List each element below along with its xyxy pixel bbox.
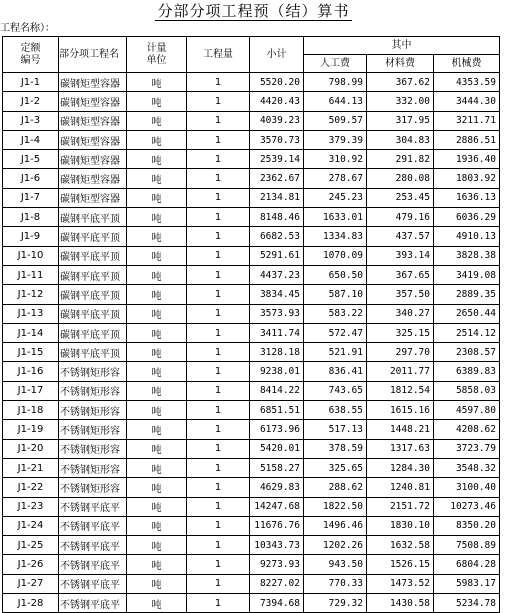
labor-cell: 1070.09: [304, 246, 367, 265]
material-cell: 1830.10: [367, 516, 434, 535]
unit-cell: 吨: [127, 594, 187, 613]
material-cell: 317.95: [367, 111, 434, 130]
unit-cell: 吨: [127, 130, 187, 149]
material-cell: 1317.63: [367, 439, 434, 458]
labor-cell: 310.92: [304, 150, 367, 169]
labor-cell: 743.65: [304, 381, 367, 400]
qty-cell: 1: [187, 362, 250, 381]
material-cell: 325.15: [367, 323, 434, 342]
table-row: [3, 304, 500, 323]
labor-cell: 325.65: [304, 458, 367, 477]
name-cell: 碳钢平底平顶: [59, 304, 127, 323]
name-cell: 不锈钢矩形容: [59, 458, 127, 477]
machine-cell: 4353.59: [434, 73, 500, 92]
table-row: [3, 555, 500, 574]
name-cell: 不锈钢平底平: [59, 594, 127, 613]
subtotal-cell: 3411.74: [250, 323, 304, 342]
table-row: [3, 150, 500, 169]
labor-cell: 245.23: [304, 188, 367, 207]
labor-cell: 1822.50: [304, 497, 367, 516]
code-cell: J1-18: [3, 401, 59, 420]
subtotal-cell: 6851.51: [250, 401, 304, 420]
table-row: [3, 73, 500, 92]
unit-cell: 吨: [127, 478, 187, 497]
table-row: [3, 111, 500, 130]
qty-cell: 1: [187, 227, 250, 246]
code-cell: J1-13: [3, 304, 59, 323]
code-cell: J1-17: [3, 381, 59, 400]
unit-cell: 吨: [127, 285, 187, 304]
unit-cell: 吨: [127, 362, 187, 381]
machine-cell: 5234.78: [434, 594, 500, 613]
unit-cell: 吨: [127, 169, 187, 188]
header-name: 部分项工程名: [59, 37, 127, 73]
subtotal-cell: 7394.68: [250, 594, 304, 613]
name-cell: 不锈钢矩形容: [59, 401, 127, 420]
machine-cell: 3444.30: [434, 92, 500, 111]
code-cell: J1-1: [3, 73, 59, 92]
qty-cell: 1: [187, 304, 250, 323]
name-cell: 不锈钢平底平: [59, 536, 127, 555]
subtotal-cell: 5420.01: [250, 439, 304, 458]
material-cell: 367.65: [367, 265, 434, 284]
unit-cell: 吨: [127, 381, 187, 400]
code-cell: J1-7: [3, 188, 59, 207]
labor-cell: 288.62: [304, 478, 367, 497]
labor-cell: 1496.46: [304, 516, 367, 535]
qty-cell: 1: [187, 188, 250, 207]
qty-cell: 1: [187, 439, 250, 458]
qty-cell: 1: [187, 323, 250, 342]
table-row: [3, 285, 500, 304]
table-row: [3, 497, 500, 516]
code-cell: J1-24: [3, 516, 59, 535]
code-cell: J1-19: [3, 420, 59, 439]
machine-cell: 3100.40: [434, 478, 500, 497]
code-cell: J1-6: [3, 169, 59, 188]
machine-cell: 1636.13: [434, 188, 500, 207]
table-row: [3, 401, 500, 420]
machine-cell: 2650.44: [434, 304, 500, 323]
qty-cell: 1: [187, 401, 250, 420]
name-cell: 不锈钢平底平: [59, 497, 127, 516]
unit-cell: 吨: [127, 555, 187, 574]
qty-cell: 1: [187, 111, 250, 130]
subtotal-cell: 9238.01: [250, 362, 304, 381]
qty-cell: 1: [187, 343, 250, 362]
subtotal-cell: 14247.68: [250, 497, 304, 516]
material-cell: 297.70: [367, 343, 434, 362]
labor-cell: 644.13: [304, 92, 367, 111]
machine-cell: 7508.89: [434, 536, 500, 555]
header-material: 材料费: [367, 55, 434, 73]
qty-cell: 1: [187, 285, 250, 304]
header-qty: 工程量: [187, 37, 250, 73]
machine-cell: 5983.17: [434, 574, 500, 593]
material-cell: 1430.58: [367, 594, 434, 613]
material-cell: 1284.30: [367, 458, 434, 477]
table-row: [3, 208, 500, 227]
qty-cell: 1: [187, 265, 250, 284]
unit-cell: 吨: [127, 323, 187, 342]
table-header: [3, 37, 500, 73]
code-cell: J1-4: [3, 130, 59, 149]
estimate-table: [2, 36, 500, 613]
material-cell: 437.57: [367, 227, 434, 246]
name-cell: 不锈钢矩形容: [59, 381, 127, 400]
material-cell: 2011.77: [367, 362, 434, 381]
labor-cell: 517.13: [304, 420, 367, 439]
subtotal-cell: 2134.81: [250, 188, 304, 207]
machine-cell: 1936.40: [434, 150, 500, 169]
code-cell: J1-25: [3, 536, 59, 555]
machine-cell: 4910.13: [434, 227, 500, 246]
unit-cell: 吨: [127, 439, 187, 458]
qty-cell: 1: [187, 555, 250, 574]
code-cell: J1-2: [3, 92, 59, 111]
qty-cell: 1: [187, 150, 250, 169]
code-cell: J1-9: [3, 227, 59, 246]
labor-cell: 521.91: [304, 343, 367, 362]
material-cell: 1526.15: [367, 555, 434, 574]
machine-cell: 1803.92: [434, 169, 500, 188]
name-cell: 碳钢平底平顶: [59, 265, 127, 284]
unit-cell: 吨: [127, 343, 187, 362]
labor-cell: 587.10: [304, 285, 367, 304]
document-title: [0, 0, 507, 22]
machine-cell: 3548.32: [434, 458, 500, 477]
table-row: [3, 188, 500, 207]
table-row: [3, 574, 500, 593]
labor-cell: 509.57: [304, 111, 367, 130]
labor-cell: 1202.26: [304, 536, 367, 555]
name-cell: 碳钢平底平顶: [59, 323, 127, 342]
subtotal-cell: 3128.18: [250, 343, 304, 362]
unit-cell: 吨: [127, 516, 187, 535]
subtotal-cell: 4039.23: [250, 111, 304, 130]
table-row: [3, 227, 500, 246]
project-name-label: 工程名称）：: [0, 23, 55, 34]
header-subtotal: 小计: [250, 37, 304, 73]
material-cell: 1615.16: [367, 401, 434, 420]
machine-cell: 2889.35: [434, 285, 500, 304]
material-cell: 1448.21: [367, 420, 434, 439]
table-body: [3, 73, 500, 613]
table-row: [3, 130, 500, 149]
table-row: [3, 169, 500, 188]
machine-cell: 3828.38: [434, 246, 500, 265]
code-cell: J1-28: [3, 594, 59, 613]
qty-cell: 1: [187, 536, 250, 555]
name-cell: 碳钢平底平顶: [59, 343, 127, 362]
table-row: [3, 420, 500, 439]
header-labor: 人工费: [304, 55, 367, 73]
material-cell: 1473.52: [367, 574, 434, 593]
material-cell: 253.45: [367, 188, 434, 207]
machine-cell: 4597.80: [434, 401, 500, 420]
unit-cell: 吨: [127, 111, 187, 130]
code-cell: J1-20: [3, 439, 59, 458]
subtotal-cell: 6173.96: [250, 420, 304, 439]
qty-cell: 1: [187, 594, 250, 613]
name-cell: 碳钢矩型容器: [59, 188, 127, 207]
labor-cell: 1633.01: [304, 208, 367, 227]
table-row: [3, 265, 500, 284]
unit-cell: 吨: [127, 458, 187, 477]
subtotal-cell: 11676.76: [250, 516, 304, 535]
qty-cell: 1: [187, 73, 250, 92]
table-row: [3, 343, 500, 362]
subtotal-cell: 3570.73: [250, 130, 304, 149]
subtotal-cell: 6682.53: [250, 227, 304, 246]
name-cell: 碳钢矩型容器: [59, 130, 127, 149]
labor-cell: 1334.83: [304, 227, 367, 246]
subtotal-cell: 3834.45: [250, 285, 304, 304]
labor-cell: 583.22: [304, 304, 367, 323]
code-cell: J1-11: [3, 265, 59, 284]
table-row: [3, 536, 500, 555]
machine-cell: 2514.12: [434, 323, 500, 342]
labor-cell: 572.47: [304, 323, 367, 342]
code-cell: J1-21: [3, 458, 59, 477]
unit-cell: 吨: [127, 246, 187, 265]
name-cell: 不锈钢矩形容: [59, 439, 127, 458]
name-cell: 碳钢矩型容器: [59, 92, 127, 111]
subtotal-cell: 4437.23: [250, 265, 304, 284]
table-row: [3, 458, 500, 477]
qty-cell: 1: [187, 246, 250, 265]
code-cell: J1-27: [3, 574, 59, 593]
machine-cell: 5858.03: [434, 381, 500, 400]
machine-cell: 2308.57: [434, 343, 500, 362]
qty-cell: 1: [187, 574, 250, 593]
subtotal-cell: 5520.20: [250, 73, 304, 92]
unit-cell: 吨: [127, 208, 187, 227]
subtotal-cell: 4420.43: [250, 92, 304, 111]
qty-cell: 1: [187, 497, 250, 516]
unit-cell: 吨: [127, 536, 187, 555]
qty-cell: 1: [187, 130, 250, 149]
unit-cell: 吨: [127, 73, 187, 92]
unit-cell: 吨: [127, 188, 187, 207]
subtotal-cell: 5291.61: [250, 246, 304, 265]
subtotal-cell: 2362.67: [250, 169, 304, 188]
labor-cell: 650.50: [304, 265, 367, 284]
unit-cell: 吨: [127, 265, 187, 284]
header-group: 其中: [304, 37, 500, 55]
code-cell: J1-14: [3, 323, 59, 342]
unit-cell: 吨: [127, 574, 187, 593]
material-cell: 367.62: [367, 73, 434, 92]
material-cell: 280.08: [367, 169, 434, 188]
table-row: [3, 439, 500, 458]
material-cell: 291.82: [367, 150, 434, 169]
header-unit: 计量 单位: [127, 37, 187, 73]
name-cell: 不锈钢矩形容: [59, 478, 127, 497]
qty-cell: 1: [187, 458, 250, 477]
name-cell: 不锈钢矩形容: [59, 362, 127, 381]
name-cell: 不锈钢平底平: [59, 574, 127, 593]
document-title-text: 分部分项工程预（结）算书: [157, 2, 350, 20]
subtotal-cell: 2539.14: [250, 150, 304, 169]
code-cell: J1-23: [3, 497, 59, 516]
table-row: [3, 478, 500, 497]
unit-cell: 吨: [127, 497, 187, 516]
qty-cell: 1: [187, 169, 250, 188]
header-code: 定额 编号: [3, 37, 59, 73]
code-cell: J1-8: [3, 208, 59, 227]
machine-cell: 2886.51: [434, 130, 500, 149]
material-cell: 393.14: [367, 246, 434, 265]
machine-cell: 4208.62: [434, 420, 500, 439]
unit-cell: 吨: [127, 227, 187, 246]
machine-cell: 3723.79: [434, 439, 500, 458]
material-cell: 1812.54: [367, 381, 434, 400]
name-cell: 碳钢平底平顶: [59, 285, 127, 304]
code-cell: J1-22: [3, 478, 59, 497]
labor-cell: 378.59: [304, 439, 367, 458]
unit-cell: 吨: [127, 401, 187, 420]
name-cell: 碳钢平底平顶: [59, 208, 127, 227]
table-row: [3, 516, 500, 535]
machine-cell: 3211.71: [434, 111, 500, 130]
labor-cell: 798.99: [304, 73, 367, 92]
name-cell: 不锈钢矩形容: [59, 420, 127, 439]
qty-cell: 1: [187, 208, 250, 227]
labor-cell: 943.50: [304, 555, 367, 574]
table-row: [3, 246, 500, 265]
material-cell: 2151.72: [367, 497, 434, 516]
labor-cell: 379.39: [304, 130, 367, 149]
unit-cell: 吨: [127, 92, 187, 111]
labor-cell: 836.41: [304, 362, 367, 381]
labor-cell: 278.67: [304, 169, 367, 188]
code-cell: J1-12: [3, 285, 59, 304]
qty-cell: 1: [187, 420, 250, 439]
material-cell: 1240.81: [367, 478, 434, 497]
subtotal-cell: 8227.02: [250, 574, 304, 593]
subtotal-cell: 9273.93: [250, 555, 304, 574]
name-cell: 碳钢矩型容器: [59, 169, 127, 188]
code-cell: J1-15: [3, 343, 59, 362]
table-row: [3, 323, 500, 342]
subtotal-cell: 8414.22: [250, 381, 304, 400]
machine-cell: 6389.83: [434, 362, 500, 381]
machine-cell: 3419.08: [434, 265, 500, 284]
unit-cell: 吨: [127, 304, 187, 323]
code-cell: J1-3: [3, 111, 59, 130]
table-row: [3, 362, 500, 381]
name-cell: 碳钢矩型容器: [59, 150, 127, 169]
unit-cell: 吨: [127, 150, 187, 169]
labor-cell: 729.32: [304, 594, 367, 613]
name-cell: 碳钢矩型容器: [59, 111, 127, 130]
machine-cell: 6036.29: [434, 208, 500, 227]
subtotal-cell: 10343.73: [250, 536, 304, 555]
name-cell: 碳钢平底平顶: [59, 227, 127, 246]
unit-cell: 吨: [127, 420, 187, 439]
material-cell: 357.50: [367, 285, 434, 304]
material-cell: 479.16: [367, 208, 434, 227]
labor-cell: 770.33: [304, 574, 367, 593]
subtotal-cell: 8148.46: [250, 208, 304, 227]
name-cell: 碳钢矩型容器: [59, 73, 127, 92]
material-cell: 340.27: [367, 304, 434, 323]
machine-cell: 8350.20: [434, 516, 500, 535]
labor-cell: 638.55: [304, 401, 367, 420]
machine-cell: 10273.46: [434, 497, 500, 516]
table-row: [3, 92, 500, 111]
qty-cell: 1: [187, 92, 250, 111]
material-cell: 332.00: [367, 92, 434, 111]
header-machine: 机械费: [434, 55, 500, 73]
code-cell: J1-5: [3, 150, 59, 169]
machine-cell: 6804.28: [434, 555, 500, 574]
qty-cell: 1: [187, 516, 250, 535]
material-cell: 304.83: [367, 130, 434, 149]
code-cell: J1-26: [3, 555, 59, 574]
code-cell: J1-16: [3, 362, 59, 381]
table-row: [3, 594, 500, 613]
name-cell: 不锈钢平底平: [59, 516, 127, 535]
table-row: [3, 381, 500, 400]
material-cell: 1632.58: [367, 536, 434, 555]
name-cell: 不锈钢平底平: [59, 555, 127, 574]
subtotal-cell: 4629.83: [250, 478, 304, 497]
name-cell: 碳钢平底平顶: [59, 246, 127, 265]
subtotal-cell: 5158.27: [250, 458, 304, 477]
qty-cell: 1: [187, 381, 250, 400]
code-cell: J1-10: [3, 246, 59, 265]
subtotal-cell: 3573.93: [250, 304, 304, 323]
qty-cell: 1: [187, 478, 250, 497]
